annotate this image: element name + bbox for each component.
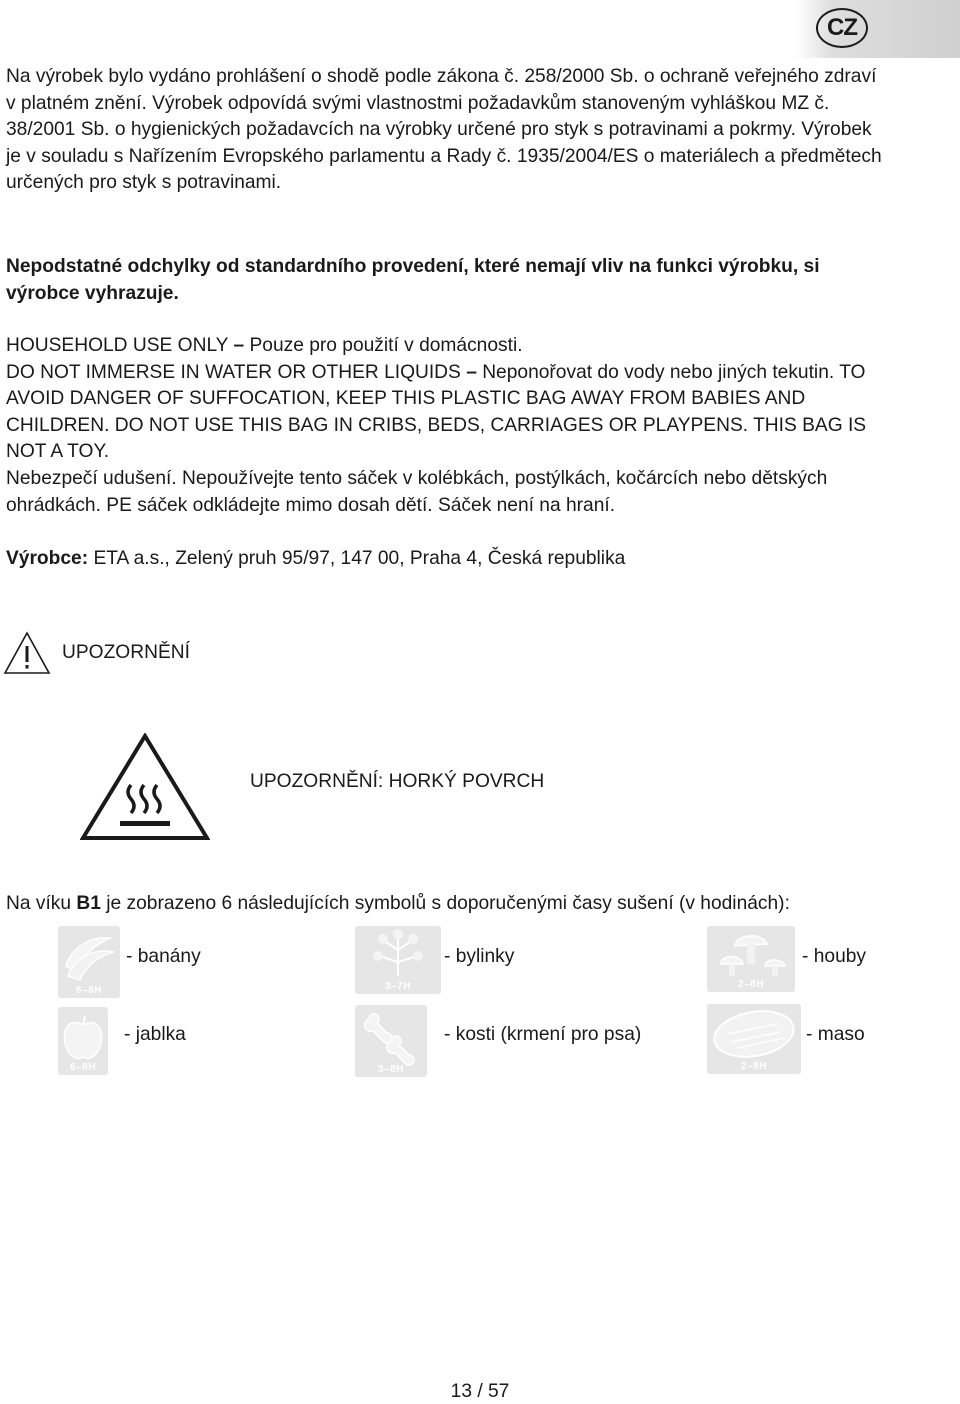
- household-en: HOUSEHOLD USE ONLY: [6, 335, 229, 356]
- intro-text: Na víku: [6, 893, 77, 914]
- declaration-paragraph: Na výrobek bylo vydáno prohlášení o shodě podle zákona č. 258/2000 Sb. o ochraně veřejného zdraví v platném znění. Výrobek odpovídá svými vlastnostmi požadavkům stanoveným vyhláškou MZ č. 38/2001 Sb. o hygienických požadavcích na výrobky určené pro styk s potravinami a pokrmy. Výrobek je v souladu s Nařízením Evropského parlamentu a Rady č. 1935/2004/ES o materiálech a předmětech určených pro styk s potravinami.: [6, 66, 882, 194]
- page-number: 13 / 57: [450, 1381, 510, 1402]
- symbol-label-bones: - kosti (krmení pro psa): [444, 1024, 642, 1045]
- dash: –: [466, 361, 477, 383]
- symbol-label-meat: - maso: [806, 1024, 865, 1045]
- manufacturer-value: ETA a.s., Zelený pruh 95/97, 147 00, Praha 4, Česká republika: [93, 548, 626, 569]
- manufacturer-label: Výrobce:: [6, 548, 89, 569]
- mushroom-icon: [707, 926, 795, 992]
- immerse-notice: [6, 360, 886, 466]
- hot-surface-icon: [80, 733, 210, 841]
- apple-icon: [58, 1007, 108, 1075]
- immerse-cz: Neponořovat do vody nebo jiných tekutin.: [482, 361, 835, 383]
- intro-text-end: je zobrazeno 6 následujících symbolů s doporučenými časy sušení (v hodinách):: [100, 893, 790, 914]
- household-cz: Pouze pro použití v domácnosti.: [249, 335, 523, 356]
- manufacturer-line: [6, 546, 625, 573]
- symbol-time: 6–8H: [76, 985, 102, 996]
- lid-label: B1: [76, 893, 101, 914]
- symbol-time: 6–8H: [70, 1062, 96, 1073]
- symbol-time: 3–8H: [378, 1064, 404, 1075]
- symbol-label-apples: - jablka: [124, 1024, 186, 1045]
- symbol-label-mushrooms: - houby: [802, 946, 866, 967]
- household-notice: [6, 333, 886, 360]
- bag-cz: Nebezpečí udušení. Nepoužívejte tento sáček v kolébkách, postýlkách, kočárcích nebo dětských ohrádkách. PE sáček odkládejte mimo dosah dětí. Sáček není na hraní.: [6, 467, 828, 516]
- safety-notices: [6, 333, 886, 519]
- deviations-paragraph: Nepodstatné odchylky od standardního provedení, které nemají vliv na funkci výrobku, si výrobce vyhrazuje.: [6, 256, 820, 304]
- hot-surface-text: UPOZORNĚNÍ: HORKÝ POVRCH: [250, 771, 545, 792]
- meat-icon: [707, 1004, 801, 1074]
- symbol-label-bananas: - banány: [126, 946, 201, 967]
- symbol-time: 2–8H: [738, 979, 764, 990]
- bag-en: TO AVOID DANGER OF SUFFOCATION, KEEP THIS PLASTIC BAG AWAY FROM BABIES AND CHILDREN. DO NOT USE THIS BAG IN CRIBS, BEDS, CARRIAGES OR PLAYPENS. THIS BAG IS NOT A TOY.: [6, 361, 867, 463]
- symbol-time: 2–8H: [741, 1061, 767, 1072]
- banana-icon: [58, 926, 120, 998]
- symbol-time: 3–7H: [385, 981, 411, 992]
- dash: –: [233, 335, 245, 356]
- symbol-label-herbs: - bylinky: [444, 946, 515, 967]
- symbols-intro: [6, 893, 790, 915]
- warning-triangle-icon: [2, 630, 52, 676]
- language-badge: CZ: [816, 8, 868, 48]
- herbs-icon: [355, 926, 441, 994]
- bone-icon: [355, 1005, 427, 1077]
- language-tab: [796, 0, 960, 58]
- immerse-en: DO NOT IMMERSE IN WATER OR OTHER LIQUIDS: [6, 361, 461, 383]
- warning-text: UPOZORNĚNÍ: [62, 642, 190, 663]
